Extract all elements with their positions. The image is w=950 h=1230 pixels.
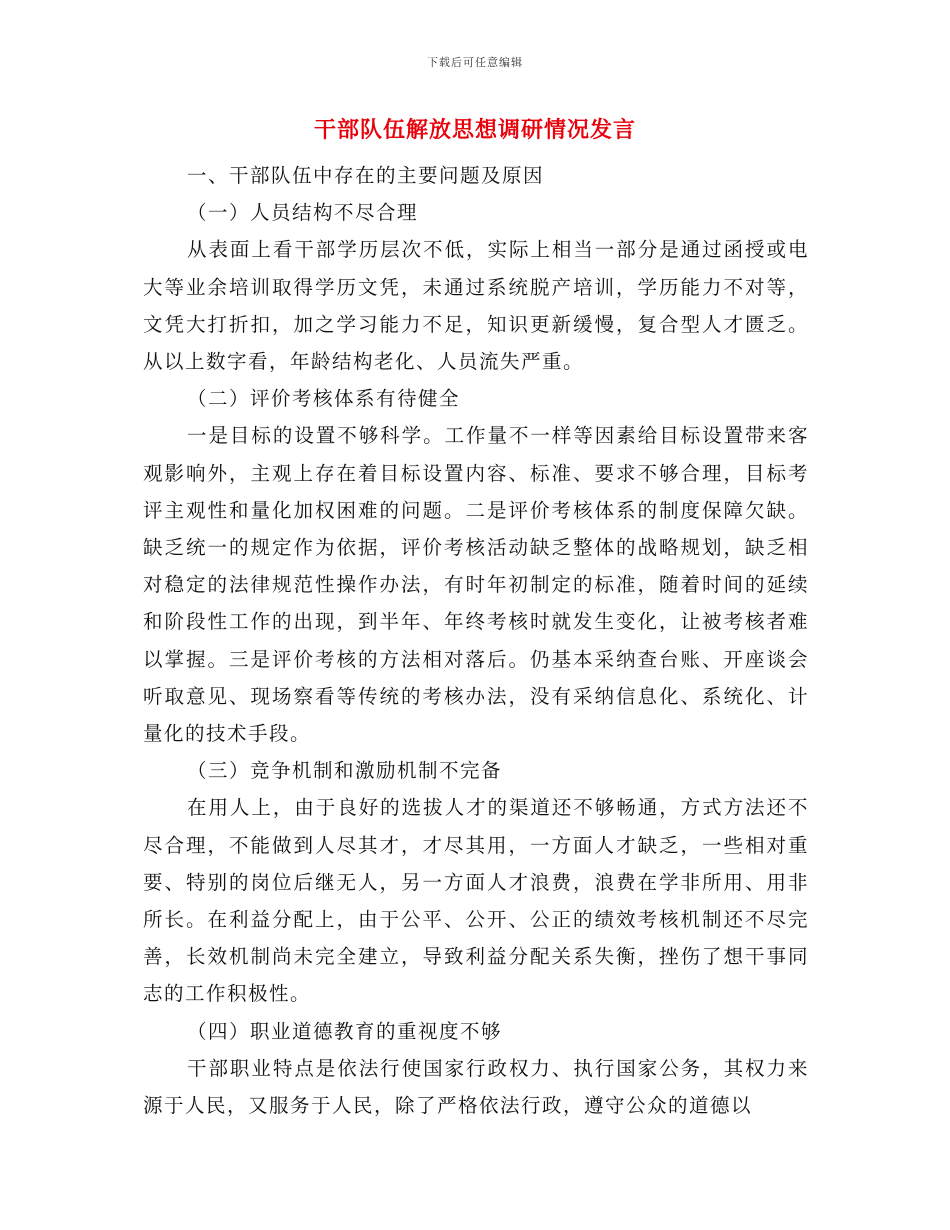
document-body: [143, 157, 809, 1124]
subsection-heading: （一）人员结构不尽合理: [187, 201, 419, 225]
section-heading: 一、干部队伍中存在的主要问题及原因: [187, 164, 545, 187]
subsection-heading: （三）竞争机制和激励机制不完备: [187, 759, 503, 783]
paragraph: 一是目标的设置不够科学。工作量不一样等因素给目标设置带来客观影响外，主观上存在着目标设置内容、标准、要求不够合理，目标考评主观性和量化加权困难的问题。二是评价考核体系的制度保障欠缺。缺乏统一的规定作为依据，评价考核活动缺乏整体的战略规划，缺乏相对稳定的法律规范性操作办法，有时年初制定的标准，随着时间的延续和阶段性工作的出现，到半年、年终考核时就发生变化，让被考核者难以掌握。三是评价考核的方法相对落后。仍基本采纳查台账、开座谈会听取意见、现场察看等传统的考核办法，没有采纳信息化、系统化、计量化的技术手段。: [143, 424, 809, 746]
paragraph: 从表面上看干部学历层次不低，实际上相当一部分是通过函授或电大等业余培训取得学历文凭，未通过系统脱产培训，学历能力不对等，文凭大打折扣，加之学习能力不足，知识更新缓慢，复合型人才匮乏。从以上数字看，年龄结构老化、人员流失严重。: [143, 238, 809, 374]
document-title: 干部队伍解放思想调研情况发言: [313, 118, 636, 143]
subsection-heading: （四）职业道德教育的重视度不够: [187, 1019, 503, 1043]
page-header: 下载后可任意编辑: [427, 56, 523, 69]
subsection-heading: （二）评价考核体系有待健全: [187, 387, 461, 411]
paragraph: 在用人上，由于良好的选拔人才的渠道还不够畅通，方式方法还不尽合理，不能做到人尽其才，才尽其用，一方面人才缺乏，一些相对重要、特别的岗位后继无人，另一方面人才浪费，浪费在学非所用、用非所长。在利益分配上，由于公平、公开、公正的绩效考核机制还不尽完善，长效机制尚未完全建立，导致利益分配关系失衡，挫伤了想干事同志的工作积极性。: [143, 796, 809, 1006]
paragraph: 干部职业特点是依法行使国家行政权力、执行国家公务，其权力来源于人民，又服务于人民，除了严格依法行政，遵守公众的道德以: [143, 1056, 809, 1118]
